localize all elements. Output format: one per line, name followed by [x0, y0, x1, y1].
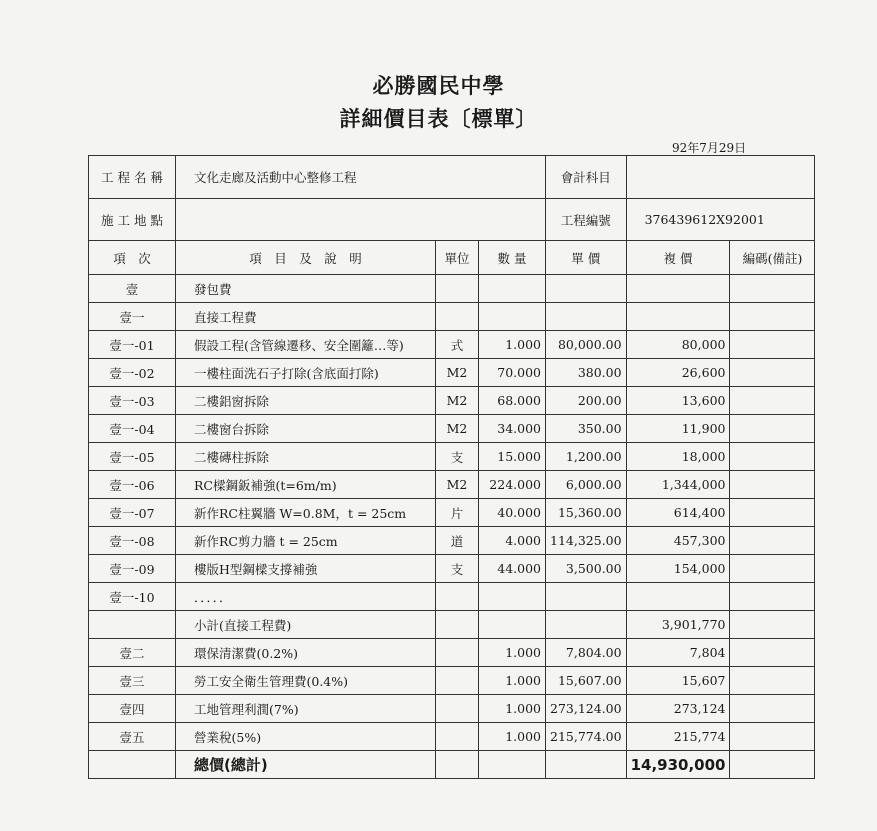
item-code — [89, 611, 176, 639]
item-quantity — [479, 611, 546, 639]
project-code-label: 工程編號 — [546, 199, 627, 241]
item-unit-price — [546, 611, 627, 639]
item-code: 壹一-01 — [89, 331, 176, 359]
item-description: 新作RC柱翼牆 W=0.8M，t = 25cm — [176, 499, 436, 527]
item-description: 新作RC剪力牆 t = 25cm — [176, 527, 436, 555]
item-code: 壹一-08 — [89, 527, 176, 555]
item-description: 工地管理利潤(7%) — [176, 695, 436, 723]
item-quantity — [479, 275, 546, 303]
item-code: 壹二 — [89, 639, 176, 667]
item-code: 壹四 — [89, 695, 176, 723]
item-description: ．．．．． — [176, 583, 436, 611]
item-description: 一樓柱面洗石子打除(含底面打除) — [176, 359, 436, 387]
item-unit — [436, 303, 479, 331]
item-note — [730, 611, 815, 639]
item-description: 樓版H型鋼樑支撐補強 — [176, 555, 436, 583]
item-quantity: 68.000 — [479, 387, 546, 415]
item-amount: 154,000 — [626, 555, 730, 583]
table-row — [89, 555, 815, 583]
item-note — [730, 667, 815, 695]
total-note — [730, 751, 815, 779]
table-row — [89, 387, 815, 415]
item-unit — [436, 695, 479, 723]
site-value — [176, 199, 546, 241]
item-description: 假設工程(含管線遷移、安全圍籬…等) — [176, 331, 436, 359]
item-amount: 614,400 — [626, 499, 730, 527]
item-unit: 片 — [436, 499, 479, 527]
item-unit-price: 350.00 — [546, 415, 627, 443]
total-qty — [479, 751, 546, 779]
item-note — [730, 415, 815, 443]
grand-total-label: 總價(總計) — [176, 751, 436, 779]
item-note — [730, 303, 815, 331]
item-amount: 26,600 — [626, 359, 730, 387]
col-item-header: 項 次 — [89, 241, 176, 275]
item-quantity — [479, 303, 546, 331]
project-name-label: 工 程 名 稱 — [89, 156, 176, 199]
table-row — [89, 611, 815, 639]
document-title: 詳細價目表〔標單〕 — [339, 107, 538, 131]
item-unit-price: 380.00 — [546, 359, 627, 387]
item-code: 壹三 — [89, 667, 176, 695]
table-row — [89, 359, 815, 387]
item-amount: 1,344,000 — [626, 471, 730, 499]
item-amount: 457,300 — [626, 527, 730, 555]
col-amount-header: 複 價 — [626, 241, 730, 275]
table-row — [89, 415, 815, 443]
site-row — [89, 199, 815, 241]
total-unit — [436, 751, 479, 779]
item-amount: 215,774 — [626, 723, 730, 751]
item-unit — [436, 723, 479, 751]
item-note — [730, 499, 815, 527]
total-price — [546, 751, 627, 779]
table-row — [89, 303, 815, 331]
item-unit: M2 — [436, 359, 479, 387]
item-unit-price — [546, 583, 627, 611]
table-row — [89, 527, 815, 555]
item-amount: 80,000 — [626, 331, 730, 359]
col-qty-header: 數 量 — [479, 241, 546, 275]
item-unit: M2 — [436, 387, 479, 415]
item-unit: 支 — [436, 443, 479, 471]
item-unit-price: 114,325.00 — [546, 527, 627, 555]
item-unit-price: 215,774.00 — [546, 723, 627, 751]
item-description: 二樓鋁窗拆除 — [176, 387, 436, 415]
item-unit — [436, 667, 479, 695]
col-note-header: 編碼(備註) — [730, 241, 815, 275]
item-amount: 13,600 — [626, 387, 730, 415]
item-note — [730, 387, 815, 415]
item-code: 壹一-04 — [89, 415, 176, 443]
table-row — [89, 331, 815, 359]
table-row — [89, 583, 815, 611]
item-code: 壹一-10 — [89, 583, 176, 611]
item-note — [730, 723, 815, 751]
grand-total-row — [89, 751, 815, 779]
item-unit: 道 — [436, 527, 479, 555]
item-unit — [436, 611, 479, 639]
item-code: 壹一-09 — [89, 555, 176, 583]
item-amount: 3,901,770 — [626, 611, 730, 639]
item-code: 壹五 — [89, 723, 176, 751]
item-unit-price: 3,500.00 — [546, 555, 627, 583]
table-row — [89, 443, 815, 471]
item-amount: 273,124 — [626, 695, 730, 723]
item-quantity: 70.000 — [479, 359, 546, 387]
table-row — [89, 695, 815, 723]
item-unit: 式 — [436, 331, 479, 359]
document-date: 92年7月29日 — [672, 141, 747, 155]
item-note — [730, 639, 815, 667]
item-note — [730, 275, 815, 303]
item-quantity: 40.000 — [479, 499, 546, 527]
total-item-code — [89, 751, 176, 779]
item-code: 壹一-02 — [89, 359, 176, 387]
table-row — [89, 275, 815, 303]
item-unit-price: 80,000.00 — [546, 331, 627, 359]
table-row — [89, 639, 815, 667]
item-description: 環保清潔費(0.2%) — [176, 639, 436, 667]
item-unit-price — [546, 275, 627, 303]
item-quantity: 224.000 — [479, 471, 546, 499]
item-quantity: 1.000 — [479, 695, 546, 723]
table-row — [89, 499, 815, 527]
item-unit — [436, 583, 479, 611]
item-quantity: 1.000 — [479, 667, 546, 695]
item-description: 小計(直接工程費) — [176, 611, 436, 639]
item-amount — [626, 303, 730, 331]
item-unit-price: 7,804.00 — [546, 639, 627, 667]
item-unit-price: 1,200.00 — [546, 443, 627, 471]
item-quantity: 34.000 — [479, 415, 546, 443]
item-note — [730, 471, 815, 499]
item-unit: 支 — [436, 555, 479, 583]
table-row — [89, 471, 815, 499]
school-name: 必勝國民中學 — [372, 74, 505, 98]
item-note — [730, 359, 815, 387]
item-note — [730, 331, 815, 359]
item-note — [730, 443, 815, 471]
item-unit-price: 273,124.00 — [546, 695, 627, 723]
project-name-value: 文化走廊及活動中心整修工程 — [176, 156, 546, 199]
item-description: RC樑鋼鈑補強(t=6m/m) — [176, 471, 436, 499]
item-quantity: 4.000 — [479, 527, 546, 555]
item-code: 壹 — [89, 275, 176, 303]
item-code: 壹一 — [89, 303, 176, 331]
item-unit-price — [546, 303, 627, 331]
item-note — [730, 555, 815, 583]
item-note — [730, 695, 815, 723]
item-description: 二樓窗台拆除 — [176, 415, 436, 443]
item-code: 壹一-03 — [89, 387, 176, 415]
item-unit — [436, 639, 479, 667]
item-unit-price: 6,000.00 — [546, 471, 627, 499]
grand-total-amount: 14,930,000 — [626, 751, 730, 779]
item-code: 壹一-07 — [89, 499, 176, 527]
col-unit-header: 單位 — [436, 241, 479, 275]
col-desc-header: 項 目 及 說 明 — [176, 241, 436, 275]
col-price-header: 單 價 — [546, 241, 627, 275]
item-note — [730, 527, 815, 555]
project-name-row — [89, 156, 815, 199]
item-unit-price: 15,607.00 — [546, 667, 627, 695]
item-amount — [626, 275, 730, 303]
item-code: 壹一-05 — [89, 443, 176, 471]
item-description: 直接工程費 — [176, 303, 436, 331]
item-amount — [626, 583, 730, 611]
project-code-value: 376439612X92001 — [626, 199, 815, 241]
item-unit: M2 — [436, 415, 479, 443]
table-row — [89, 667, 815, 695]
item-quantity: 1.000 — [479, 723, 546, 751]
item-amount: 7,804 — [626, 639, 730, 667]
item-unit: M2 — [436, 471, 479, 499]
account-label: 會計科目 — [546, 156, 627, 199]
item-code: 壹一-06 — [89, 471, 176, 499]
item-note — [730, 583, 815, 611]
item-quantity: 1.000 — [479, 639, 546, 667]
item-amount: 15,607 — [626, 667, 730, 695]
table-row — [89, 723, 815, 751]
item-quantity — [479, 583, 546, 611]
item-description: 二樓磚柱拆除 — [176, 443, 436, 471]
item-unit-price: 200.00 — [546, 387, 627, 415]
item-description: 勞工安全衛生管理費(0.4%) — [176, 667, 436, 695]
item-quantity: 44.000 — [479, 555, 546, 583]
item-amount: 18,000 — [626, 443, 730, 471]
price-detail-table — [88, 155, 815, 779]
item-unit — [436, 275, 479, 303]
item-quantity: 15.000 — [479, 443, 546, 471]
column-header-row — [89, 241, 815, 275]
site-label: 施 工 地 點 — [89, 199, 176, 241]
item-amount: 11,900 — [626, 415, 730, 443]
item-description: 發包費 — [176, 275, 436, 303]
item-description: 營業稅(5%) — [176, 723, 436, 751]
item-unit-price: 15,360.00 — [546, 499, 627, 527]
item-quantity: 1.000 — [479, 331, 546, 359]
account-value — [626, 156, 815, 199]
